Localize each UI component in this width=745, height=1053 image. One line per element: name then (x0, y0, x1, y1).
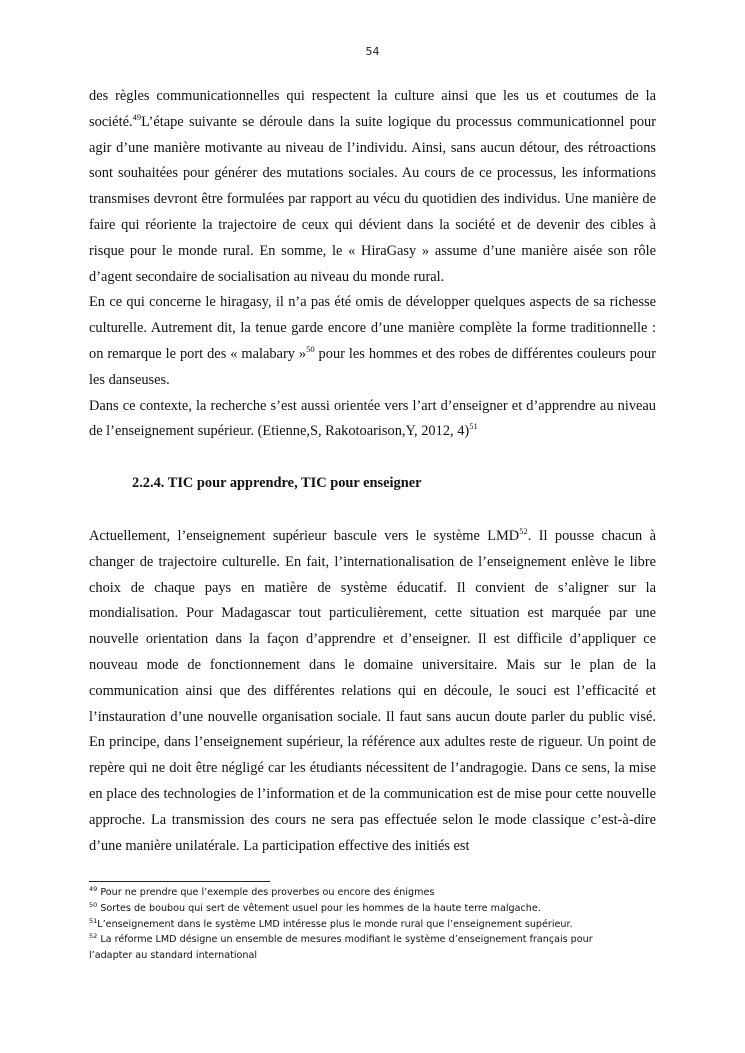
footnote-50: $^{50}$ Sortes de boubou qui sert de vêtement usuel pour les hommes de la haute terre malgache. (89, 900, 541, 914)
footnote-ref-49[interactable]: 49 (132, 111, 142, 122)
section-heading: 2.2.4. TIC pour apprendre, TIC pour enseigner (132, 475, 422, 491)
footnote-ref-50[interactable]: 50 (306, 343, 315, 354)
paragraph-research-context: Dans ce contexte, la recherche s’est aussi orientée vers l’art d’enseigner et d’apprendre au niveau de l’enseignement supérieur. (Etienne,S, Rakotoarison,Y, 2012, 4)$^{51}$ (89, 397, 656, 440)
paragraph-hiragasy-costume: En ce qui concerne le hiragasy, il n’a pas été omis de développer quelques aspects de sa richesse culturelle. Autrement dit, la tenue garde encore d’une manière complète la forme traditionnelle : on remarque le port des « malabary »$^{50}$ pour les hommes et des robes de différentes couleurs pour les danseuses. (89, 294, 656, 388)
footnote-52: $^{52}$ La réforme LMD désigne un ensemble de mesures modifiant le système d’enseignement français pour (89, 932, 593, 946)
footnote-49: $^{49}$ Pour ne prendre que l’exemple des proverbes ou encore des énigmes (89, 885, 435, 898)
text-block-1 (89, 84, 656, 445)
paragraph-rural-communication: des règles communicationnelles qui respectent la culture ainsi que les us et coutumes de la société.$^{49}$L’étape suivante se déroule dans la suite logique du processus communicationnel pour agir d’une manière motivante au niveau de l’individu. Ainsi, sans aucun détour, des rétroactions sont souhaitées pour générer des mutations sociales. Au cours de ce processus, les informations transmises devront être formulées par rapport au vécu du quotidien des individus. Une manière de faire qui réoriente la trajectoire de ceux qui dévient dans la société et de devenir des cibles à risque pour le monde rural. En somme, le « HiraGasy » assume d’une manière aisée son rôle d’agent secondaire de socialisation au niveau du monde rural. (89, 88, 656, 285)
footnote-ref-51[interactable]: 51 (469, 421, 478, 432)
footnote-51: $^{51}$L’enseignement dans le système LMD intéresse plus le monde rural que l’enseignement supérieur. (89, 916, 573, 930)
footnote-52-continued: l’adapter au standard international (89, 950, 257, 962)
footnote-separator (89, 881, 270, 882)
footnotes (89, 885, 656, 964)
text-block-2 (89, 524, 656, 859)
footnote-ref-52[interactable]: 52 (519, 526, 528, 536)
paragraph-lmd-system: Actuellement, l’enseignement supérieur bascule vers le système LMD$^{52}$. Il pousse chacun à changer de trajectoire culturelle. En fait, l’internationalisation de l’enseignement enlève le libre choix de chaque pays en matière de système éducatif. Il convient de s’aligner sur la mondialisation. Pour Madagascar tout particulièrement, cette situation est marquée par une nouvelle orientation dans la façon d’apprendre et d’enseigner. Il est difficile d’appliquer ce nouveau mode de fonctionnement dans le domaine universitaire. Mais sur le plan de la communication ainsi que des différentes relations qui en découle, le souci est l’efficacité et l’instauration d’une nouvelle organisation sociale. Il faut sans aucun doute parler du public visé. En principe, dans l’enseignement supérieur, la référence aux adultes reste de rigueur. Un point de repère qui ne doit être négligé car les étudiants nécessitent de l’andragogie. Dans ce sens, la mise en place des technologies de l’information et de la communication est de mise pour cette nouvelle approche. La transmission des cours ne sera pas effectuée selon le mode classique c’est-à-dire d’une manière unilatérale. La participation effective des initiés est (89, 526, 657, 854)
page-number: 54 (365, 45, 380, 58)
